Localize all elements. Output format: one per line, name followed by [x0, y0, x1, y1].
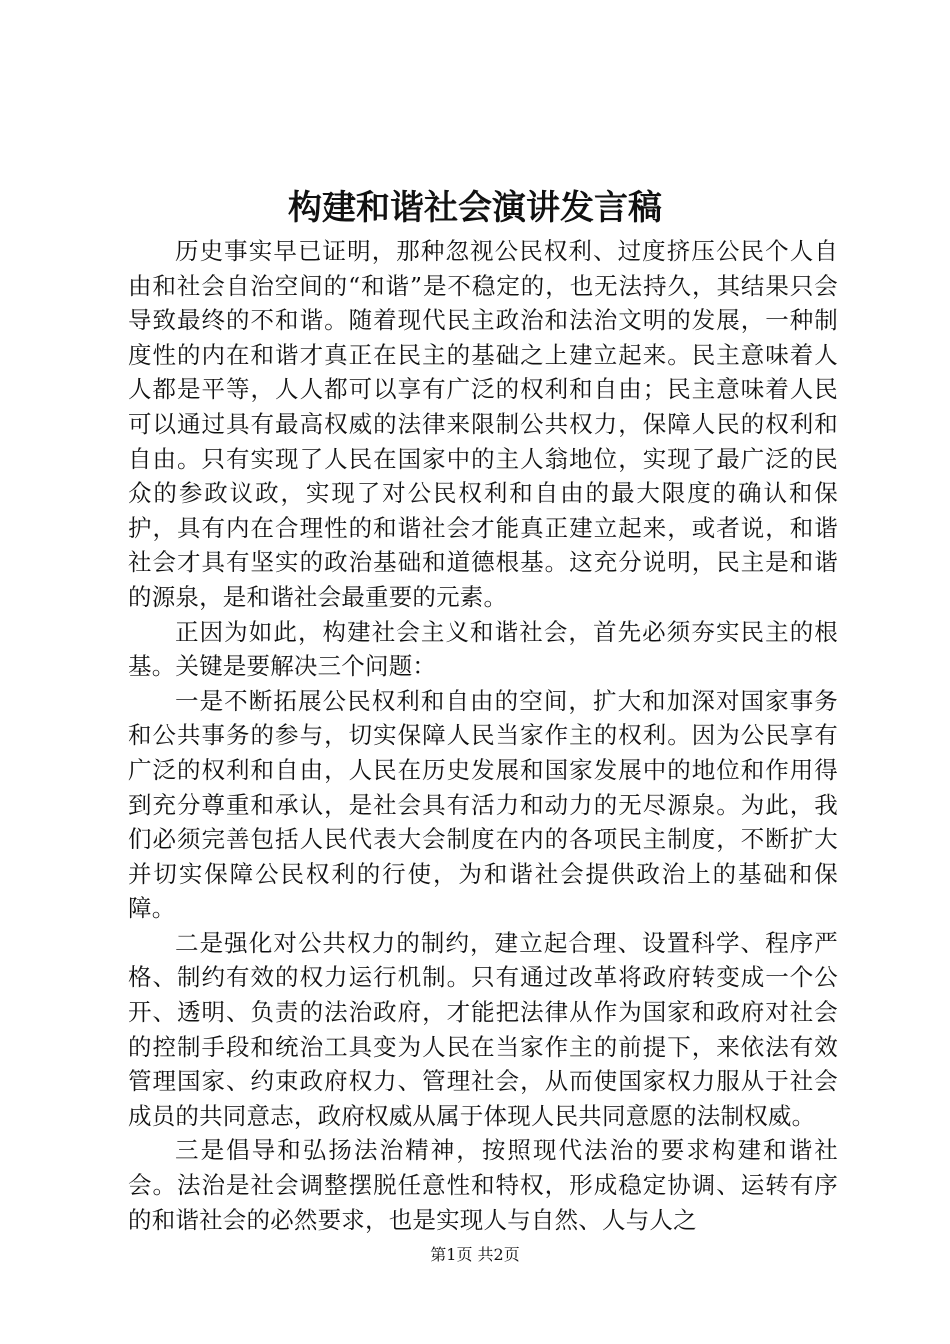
- document-body: [128, 234, 838, 1237]
- document-title: 构建和谐社会演讲发言稿: [288, 188, 662, 228]
- page-footer: 第1页 共2页: [430, 1245, 520, 1264]
- paragraph-5: 三是倡导和弘扬法治精神，按照现代法治的要求构建和谐社会。法治是社会调整摆脱任意性和特权，形成稳定协调、运转有序的和谐社会的必然要求，也是实现人与自然、人与人之: [128, 1136, 838, 1234]
- paragraph-3: 一是不断拓展公民权利和自由的空间，扩大和加深对国家事务和公共事务的参与，切实保障人民当家作主的权利。因为公民享有广泛的权利和自由，人民在历史发展和国家发展中的地位和作用得到充分尊重和承认，是社会具有活力和动力的无尽源泉。为此，我们必须完善包括人民代表大会制度在内的各项民主制度，不断扩大并切实保障公民权利的行使，为和谐社会提供政治上的基础和保障。: [128, 686, 838, 923]
- paragraph-2: 正因为如此，构建社会主义和谐社会，首先必须夯实民主的根基。关键是要解决三个问题：: [128, 617, 838, 681]
- paragraph-1: 历史事实早已证明，那种忽视公民权利、过度挤压公民个人自由和社会自治空间的“和谐”是不稳定的，也无法持久，其结果只会导致最终的不和谐。随着现代民主政治和法治文明的发展，一种制度性的内在和谐才真正在民主的基础之上建立起来。民主意味着人人都是平等，人人都可以享有广泛的权利和自由；民主意味着人民可以通过具有最高权威的法律来限制公共权力，保障人民的权利和自由。只有实现了人民在国家中的主人翁地位，实现了最广泛的民众的参政议政，实现了对公民权利和自由的最大限度的确认和保护，具有内在合理性的和谐社会才能真正建立起来，或者说，和谐社会才具有坚实的政治基础和道德根基。这充分说明，民主是和谐的源泉，是和谐社会最重要的元素。: [128, 237, 838, 611]
- paragraph-4: 二是强化对公共权力的制约，建立起合理、设置科学、程序严格、制约有效的权力运行机制。只有通过改革将政府转变成一个公开、透明、负责的法治政府，才能把法律从作为国家和政府对社会的控制手段和统治工具变为人民在当家作主的前提下，来依法有效管理国家、约束政府权力、管理社会，从而使国家权力服从于社会成员的共同意志，政府权威从属于体现人民共同意愿的法制权威。: [128, 928, 838, 1130]
